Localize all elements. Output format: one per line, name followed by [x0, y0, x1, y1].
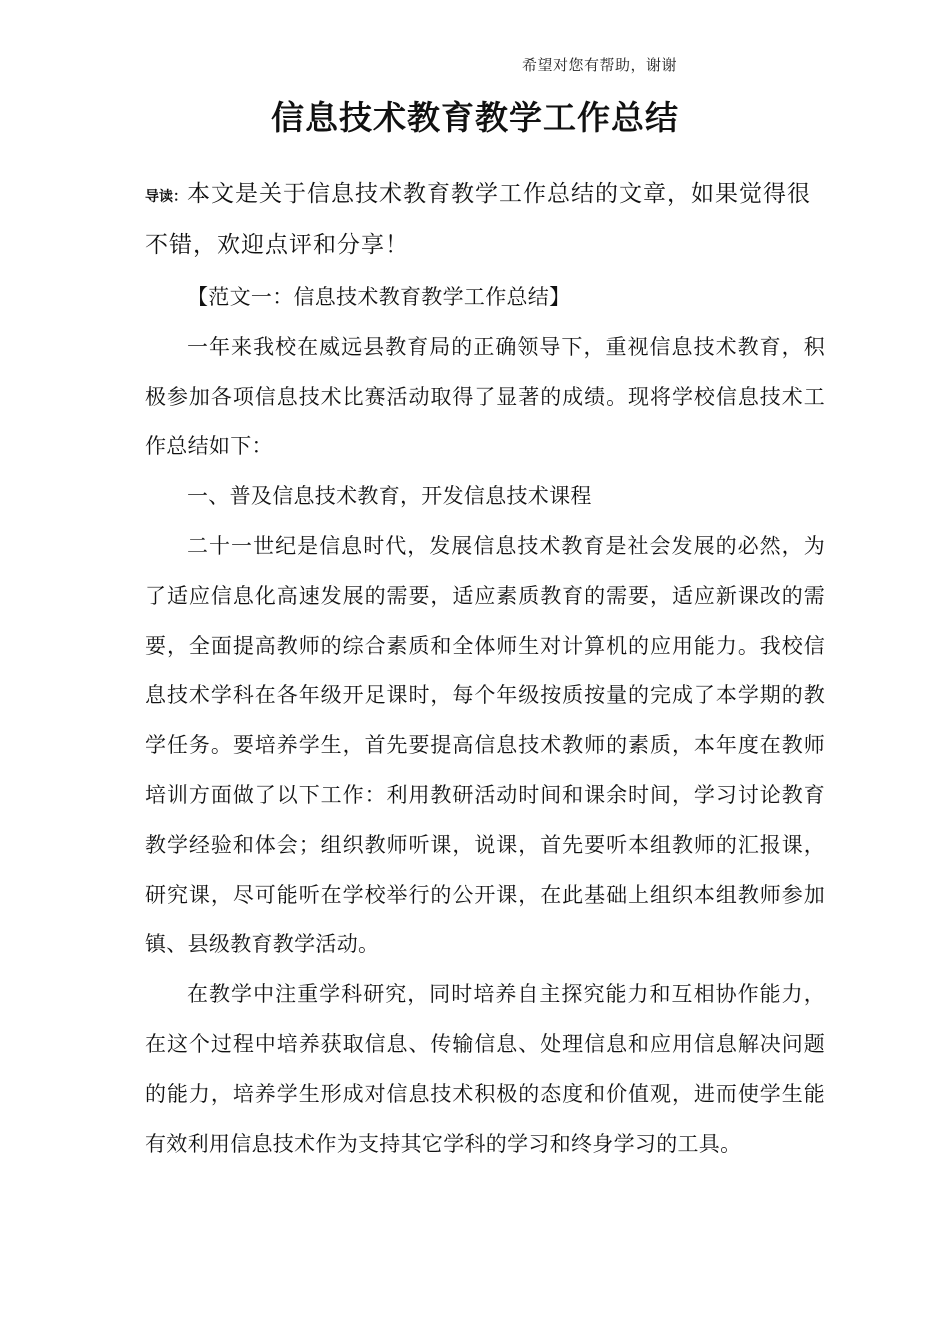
document-body — [145, 170, 825, 1169]
section-heading-one: 一、普及信息技术教育，开发信息技术课程 — [187, 484, 592, 509]
body-paragraph: 二十一世纪是信息时代，发展信息技术教育是社会发展的必然，为了适应信息化高速发展的需要，适应素质教育的需要，适应新课改的需要，全面提高教师的综合素质和全体师生对计算机的应用能力。我校信息技术学科在各年级开足课时，每个年级按质按量的完成了本学期的教学任务。要培养学生，首先要提高信息技术教师的素质，本年度在教师培训方面做了以下工作：利用教研活动时间和课余时间，学习讨论教育教学经验和体会；组织教师听课，说课，首先要听本组教师的汇报课，研究课，尽可能听在学校举行的公开课，在此基础上组织本组教师参加镇、县级教育教学活动。 — [145, 533, 825, 957]
intro-label: 导读： — [145, 189, 187, 205]
section-heading-example-one: 【范文一：信息技术教育教学工作总结】 — [187, 285, 571, 309]
intro-paragraph — [145, 170, 825, 269]
document-title: 信息技术教育教学工作总结 — [271, 98, 679, 137]
intro-text: 本文是关于信息技术教育教学工作总结的文章，如果觉得很不错，欢迎点评和分享！ — [145, 181, 811, 258]
header-note: 希望对您有帮助，谢谢 — [522, 56, 678, 74]
body-paragraph: 一年来我校在威远县教育局的正确领导下，重视信息技术教育，积极参加各项信息技术比赛活动取得了显著的成绩。现将学校信息技术工作总结如下： — [145, 334, 825, 459]
body-paragraph: 在教学中注重学科研究，同时培养自主探究能力和互相协作能力，在这个过程中培养获取信息、传输信息、处理信息和应用信息解决问题的能力，培养学生形成对信息技术积极的态度和价值观，进而使学生能有效利用信息技术作为支持其它学科的学习和终身学习的工具。 — [145, 982, 825, 1156]
